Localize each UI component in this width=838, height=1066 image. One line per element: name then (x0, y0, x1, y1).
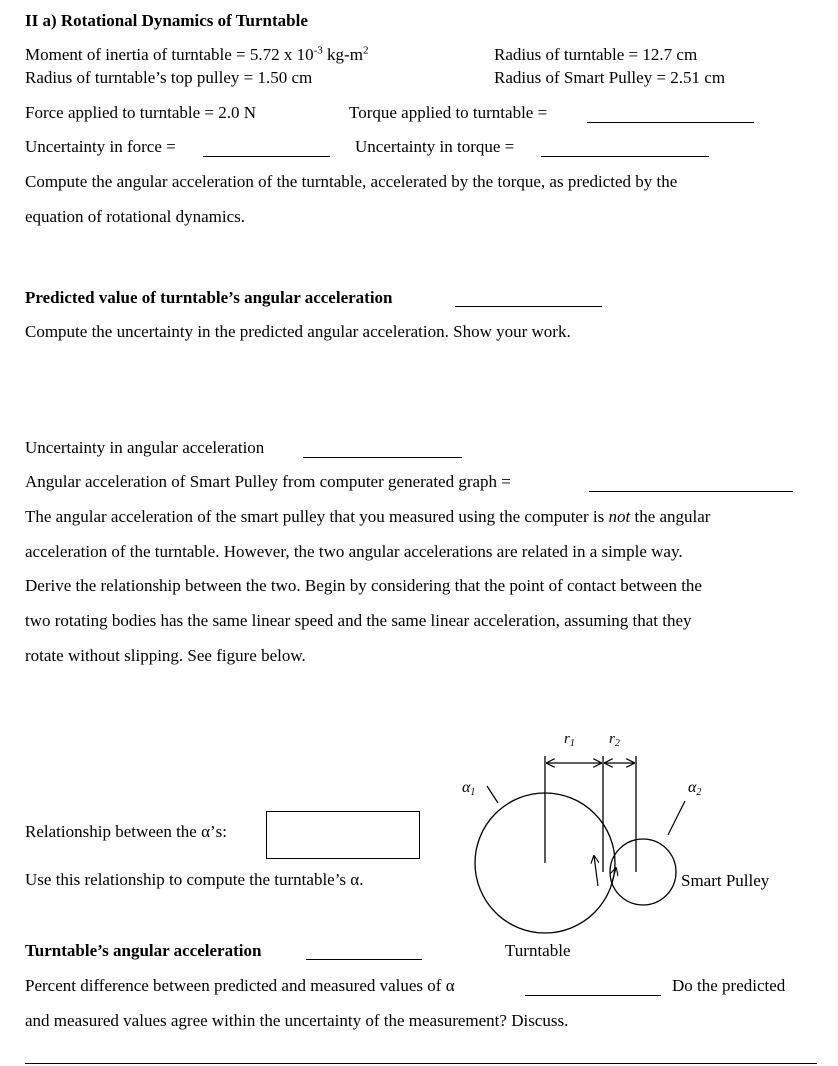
uncertainty-torque-label: Uncertainty in torque = (355, 137, 515, 156)
uncertainty-torque-blank[interactable] (541, 155, 709, 157)
paragraph-not-emphasis: not (608, 507, 631, 526)
compute-uncertainty: Compute the uncertainty in the predicted angular acceleration. Show your work. (25, 322, 571, 341)
smart-pulley-graph-blank[interactable] (589, 490, 793, 492)
force-applied: Force applied to turntable = 2.0 N (25, 103, 257, 122)
paragraph-line-1b: the angular (630, 507, 711, 526)
torque-applied-label: Torque applied to turntable = (349, 103, 548, 122)
relationship-answer-box[interactable] (266, 811, 420, 859)
paragraph-line-5: rotate without slipping. See figure below. (25, 646, 306, 665)
paragraph-line-4: two rotating bodies has the same linear speed and the same linear acceleration, assuming that they (25, 611, 692, 630)
uncertainty-angular-label: Uncertainty in angular acceleration (25, 438, 265, 457)
agree-within: and measured values agree within the uncertainty of the measurement? Discuss. (25, 1011, 569, 1030)
do-predicted: Do the predicted (672, 976, 786, 995)
discussion-blank[interactable] (25, 1062, 817, 1064)
radius-top-pulley: Radius of turntable’s top pulley = 1.50 cm (25, 68, 313, 87)
moment-of-inertia (25, 45, 368, 65)
turntable-label: Turntable (505, 941, 571, 960)
predicted-value-label: Predicted value of turntable’s angular acceleration (25, 288, 393, 307)
percent-diff-blank[interactable] (525, 994, 661, 996)
use-relationship: Use this relationship to compute the turntable’s α. (25, 870, 364, 889)
compute-angular-line-1: Compute the angular acceleration of the turntable, accelerated by the torque, as predicted by the (25, 172, 678, 191)
smart-pulley-label: Smart Pulley (681, 871, 770, 890)
paragraph-line-2: acceleration of the turntable. However, the two angular accelerations are related in a simple way. (25, 542, 683, 561)
alpha2-label: α2 (688, 779, 702, 798)
r1-label: $r_1$ (564, 731, 575, 749)
smart-pulley-graph-label: Angular acceleration of Smart Pulley from computer generated graph = (25, 472, 511, 491)
smart-pulley-circle (610, 839, 676, 905)
moment-exponent: -3 (313, 44, 323, 57)
moment-unit: kg-m (322, 45, 363, 64)
r2-label: $r_2$ (609, 731, 620, 749)
turntable-angular-blank[interactable] (306, 958, 422, 960)
pulley-diagram (440, 720, 820, 970)
uncertainty-force-blank[interactable] (203, 155, 330, 157)
moment-unit-exponent: 2 (362, 44, 369, 57)
turntable-angular-label: Turntable’s angular acceleration (25, 941, 262, 960)
radius-turntable: Radius of turntable = 12.7 cm (494, 45, 698, 64)
alpha2-pointer (668, 801, 685, 835)
torque-applied-blank[interactable] (587, 121, 754, 123)
paragraph-line-1 (25, 507, 710, 527)
turntable-motion-arrow (594, 856, 598, 886)
section-title: II a) Rotational Dynamics of Turntable (25, 11, 308, 30)
uncertainty-angular-blank[interactable] (303, 456, 462, 458)
percent-diff-label: Percent difference between predicted and measured values of α (25, 976, 455, 995)
moment-of-inertia-text: Moment of inertia of turntable = 5.72 x 10 (25, 45, 314, 64)
alpha1-pointer (487, 786, 498, 803)
predicted-value-blank[interactable] (455, 305, 602, 307)
paragraph-line-3: Derive the relationship between the two. Begin by considering that the point of contact between the (25, 576, 702, 595)
relationship-label: Relationship between the α’s: (25, 822, 227, 841)
compute-angular-line-2: equation of rotational dynamics. (25, 207, 245, 226)
pulley-motion-arrow (611, 868, 616, 886)
uncertainty-force-label: Uncertainty in force = (25, 137, 176, 156)
alpha1-label: α1 (462, 779, 476, 798)
paragraph-line-1a: The angular acceleration of the smart pulley that you measured using the computer is (25, 507, 609, 526)
radius-smart-pulley: Radius of Smart Pulley = 2.51 cm (494, 68, 726, 87)
